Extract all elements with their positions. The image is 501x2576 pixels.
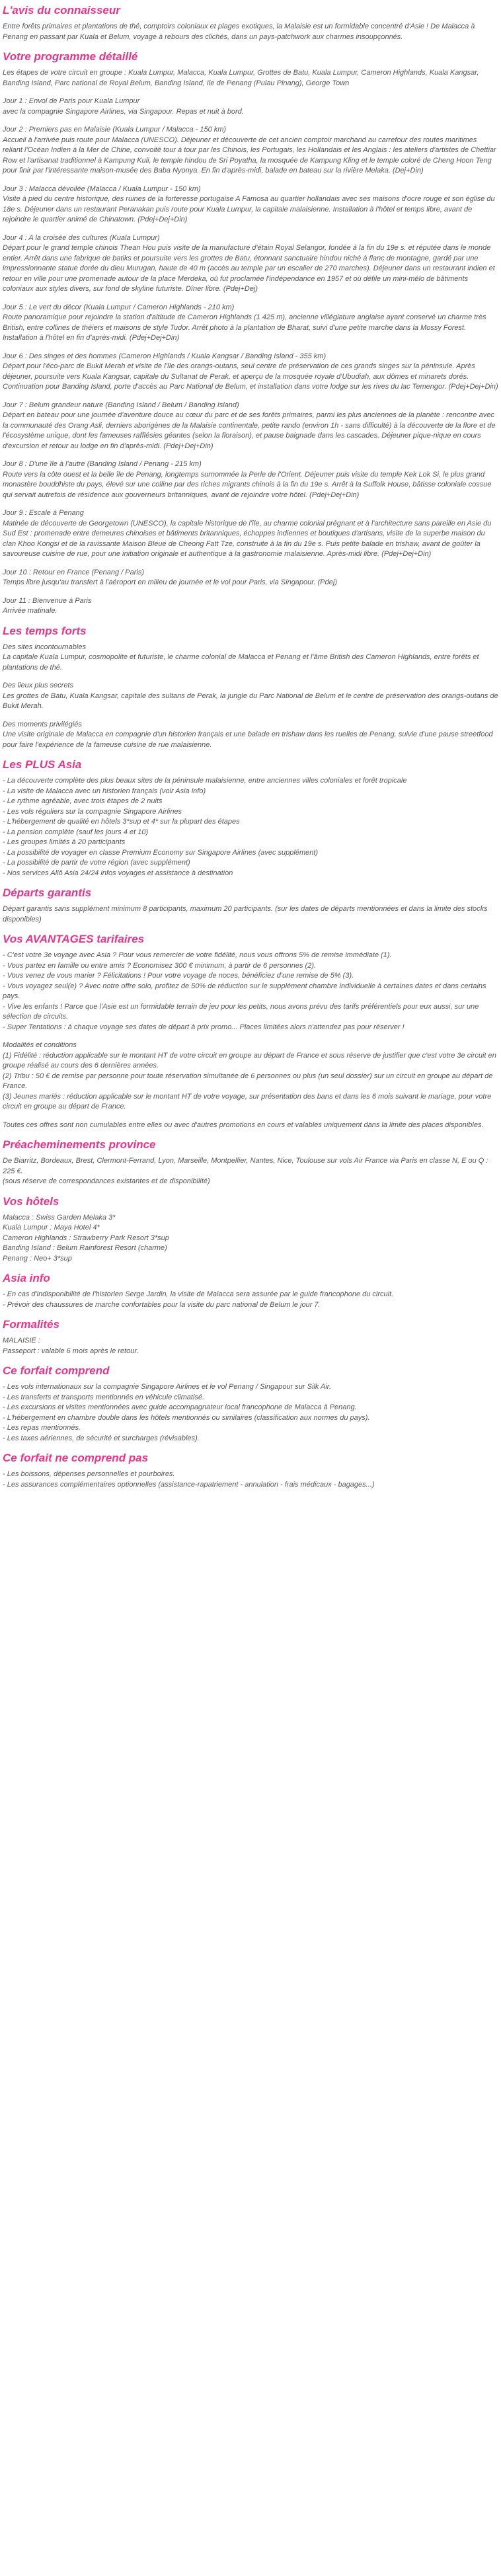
section-title-plus-asia: Les PLUS Asia [3, 758, 82, 771]
highlight-group [3, 681, 498, 712]
highlight-title: Des moments privilégiés [3, 720, 82, 728]
plus-asia-item: - Nos services Allô Asia 24/24 infos voyages et assistance à destination [3, 869, 233, 877]
section-title-ne-comprend: Ce forfait ne comprend pas [3, 1452, 149, 1464]
highlight-group [3, 643, 498, 674]
avantages-list [3, 951, 498, 1033]
plus-asia-list [3, 776, 498, 878]
day-title: Jour 9 : Escale à Penang [3, 509, 84, 517]
plus-asia-item: - La pension complète (sauf les jours 4 et 10) [3, 828, 149, 836]
day-description: Accueil à l'arrivée puis route pour Malacca (UNESCO). Déjeuner et découverte de cet ancien comptoir marchand au carrefour des routes maritimes reliant l'Océan Indien à la Mer de Chine, convoité tour à tour par les Chinois, les Portugais, les Hollandais et les Anglais : les ateliers d'artistes de Chettiar Row et l'artisanat traditionnel à Kampung Kuli, le temple hindou de Sri Poyatha, la mosquée de Kampung Kling et le temple coloré de Cheng Hoon Teng pour finir par l'intéressante maison-musée des Baba Nyonya. En fin d'après-midi, balade en bateau sur la rivière Melaka. (Dej+Din) [3, 136, 496, 175]
day-block [3, 97, 498, 117]
day-description: Temps libre jusqu'au transfert à l'aéroport en milieu de journée et le vol pour Paris, via Singapour. (Pdej) [3, 578, 337, 586]
ne-comprend-item: - Les boissons, dépenses personnelles et pourboires. [3, 1470, 175, 1478]
section-title-comprend: Ce forfait comprend [3, 1364, 110, 1377]
programme-intro: Les étapes de votre circuit en groupe : Kuala Lumpur, Malacca, Kuala Lumpur, Grottes de Batu, Kuala Lumpur, Cameron Highlands, Kuala Kangsar, Banding Island, Parc national de Royal Belum, Banding Island, Ile de Penang (Pulau Pinang), George Town [3, 69, 479, 87]
hotel-item: Malacca : Swiss Garden Melaka 3* [3, 1213, 116, 1222]
plus-asia-item: - Les groupes limités à 20 participants [3, 838, 126, 846]
plus-asia-item: - La découverte complète des plus beaux sites de la péninsule malaisienne, entre anciennes villes coloniales et forêt tropicale [3, 777, 407, 785]
hotel-item: Kuala Lumpur : Maya Hotel 4* [3, 1224, 100, 1231]
formalites-label: MALAISIE : [3, 1337, 40, 1345]
day-title: Jour 10 : Retour en France (Penang / Paris) [3, 568, 144, 576]
ne-comprend-list [3, 1469, 498, 1490]
asia-info-item: - En cas d'indisponibilité de l'historien Serge Jardin, la visite de Malacca sera assurée par le guide francophone du circuit. [3, 1290, 394, 1298]
day-block [3, 596, 498, 617]
highlight-group [3, 720, 498, 751]
highlight-title: Des lieux plus secrets [3, 682, 73, 689]
day-description: Départ pour l'éco-parc de Bukit Merah et visite de l'île des orangs-outans, seul centre de préservation de ces grands singes sur la péninsule. Après déjeuner, poursuite vers Kuala Kangsar, capitale du Sultanat de Perak, et aperçu de la mosquée royale d'Ubudiah, aux dômes et minarets dorés. Continuation pour Banding Island, porte d'accès au Parc National de Belum, et installation dans votre lodge sur les rives du lac Temengor. (Pdej+Dej+Din) [3, 362, 498, 391]
day-block [3, 568, 498, 588]
day-title: Jour 5 : Le vert du décor (Kuala Lumpur / Cameron Highlands - 210 km) [3, 303, 235, 311]
avantage-item: - Vive les enfants ! Parce que l'Asie est un formidable terrain de jeu pour les petits, nous avons prévu des tarifs préférentiels pour eux aussi, sur une sélection de circuits. [3, 1002, 479, 1021]
day-description: Arrivée matinale. [3, 607, 58, 615]
day-title: Jour 4 : A la croisée des cultures (Kuala Lumpur) [3, 233, 160, 242]
section-title-departs: Départs garantis [3, 886, 92, 899]
day-description: Visite à pied du centre historique, des ruines de la forteresse portugaise A Famosa au quartier hollandais avec ses maisons d'ocre rouge et son église du 18e s. Déjeuner dans un restaurant Peranakan puis route pour Kuala Lumpur, la capitale malaisienne. Installation à l'hôtel et temps libre, avant de rejoindre le quartier animé de Chinatown. (Pdej+Dej+Din) [3, 195, 495, 223]
hotel-item: Cameron Highlands : Strawberry Park Resort 3*sup [3, 1233, 169, 1242]
comprend-item: - Les excursions et visites mentionnées avec guide accompagnateur local francophone de Malacca à Penang. [3, 1403, 357, 1411]
day-description: Départ pour le grand temple chinois Thean Hou puis visite de la manufacture d'étain Royal Selangor, fondée à la fin du 19e s. et réputée dans le monde entier. Arrêt dans une fabrique de batiks et poursuite vers les grottes de Batu, étonnant sanctuaire hindou niché à flanc de montagne, gardé par une impressionnante statue dorée du dieu Murugan, haute de 40 m (accès au temple par un escalier de 270 marches). Déjeuner dans un restaurant indien et retour en ville pour une promenade autour de la place Merdeka, où fut proclamée l'indépendance en 1957 et où défile un mini-mélo de bâtiments coloniaux aux styles divers, sur fond de skyline futuriste. Dîner libre. (Pdej+Dej) [3, 244, 495, 293]
avantage-item: - Vous voyagez seul(e) ? Avec notre offre solo, profitez de 50% de réduction sur le supplément chambre individuelle à certaines dates et dans certains pays. [3, 982, 486, 1000]
modalite-item: (2) Tribu : 50 € de remise par personne pour toute réservation simultanée de 6 personnes ou plus (un seul dossier) sur un circuit en groupe au départ de France. [3, 1072, 493, 1090]
departs-text: Départ garantis sans supplément minimum 8 participants, maximum 20 participants. (sur les dates de départs mentionnées et dans la limite des stocks disponibles) [3, 905, 488, 923]
section-title-avantages: Vos AVANTAGES tarifaires [3, 933, 145, 945]
asia-info-list [3, 1290, 498, 1310]
day-title: Jour 6 : Des singes et des hommes (Cameron Highlands / Kuala Kangsar / Banding Island - 355 km) [3, 352, 327, 360]
plus-asia-item: - La possibilité de partir de votre région (avec supplément) [3, 859, 190, 867]
ne-comprend-item: - Les assurances complémentaires optionnelles (assistance-rapatriement - annulation - frais médicaux - bagages...) [3, 1480, 375, 1489]
asia-info-item: - Prévoir des chaussures de marche confortables pour la visite du parc national de Belum le jour 7. [3, 1300, 321, 1309]
modalites-title: Modalités et conditions [3, 1041, 77, 1049]
section-title-temps-forts: Les temps forts [3, 624, 87, 637]
plus-asia-item: - La possibilité de voyager en classe Premium Economy sur Singapore Airlines (avec supplément) [3, 848, 319, 857]
day-title: Jour 2 : Premiers pas en Malaisie (Kuala Lumpur / Malacca - 150 km) [3, 126, 227, 134]
day-description: Matinée de découverte de Georgetown (UNESCO), la capitale historique de l'île, au charme colonial prégnant et à l'architecture sans pareille en Asie du Sud Est : promenade entre demeures chinoises et bâtiments britanniques, échoppes indiennes et boutiques d'artisans, visite de la superbe maison du clan Khoo Kongsi et de la ravissante Maison Bleue de Cheong Fatt Tze, construite à la fin du 19e s. Puis petite balade en trishaw, avant de goûter la savoureuse cuisine de rue, pour une initiation originale et authentique à la gastronomie malaisienne. Après-midi libre. (Pdej+Dej+Din) [3, 519, 492, 558]
day-title: Jour 8 : D'une île à l'autre (Banding Island / Penang - 215 km) [3, 460, 202, 468]
day-description: Route panoramique pour rejoindre la station d'altitude de Cameron Highlands (1 425 m), ancienne villégiature anglaise ayant conservé un charme très British, entre collines de théiers et maisons de style Tudor. Arrêt photo à la plantation de Bharat, suivi d'une petite marche dans la Mossy Forest. Installation à l'hôtel en fin d'après-midi. (Pdej+Dej+Din) [3, 313, 486, 342]
day-title: Jour 3 : Malacca dévoilée (Malacca / Kuala Lumpur - 150 km) [3, 184, 201, 193]
plus-asia-item: - L'hébergement de qualité en hôtels 3*sup et 4* sur la plupart des étapes [3, 818, 240, 826]
avantages-note: Toutes ces offres sont non cumulables entre elles ou avec d'autres promotions en cours et valables uniquement dans la limite des places disponibles. [3, 1120, 484, 1129]
day-block [3, 125, 498, 176]
connoisseur-text: Entre forêts primaires et plantations de thé, comptoirs coloniaux et plages exotiques, la Malaisie est un formidable concentré d'Asie ! De Malacca à Penang en passant par Kuala et Belum, voyage à rebours des clichés, dans un pays-patchwork aux charmes insoupçonnés. [3, 22, 475, 41]
modalites-list [3, 1051, 498, 1112]
modalite-item: (1) Fidélité : réduction applicable sur le montant HT de votre circuit en groupe au départ de France et sous réserve de justifier que c'est votre 3e circuit en groupe réalisé au cours des 6 dernières années. [3, 1051, 496, 1070]
comprend-item: - Les taxes aériennes, de sécurité et surcharges (révisables). [3, 1434, 200, 1442]
comprend-list [3, 1382, 498, 1444]
plus-asia-item: - Les vols réguliers sur la compagnie Singapore Airlines [3, 807, 182, 816]
day-title: Jour 7 : Belum grandeur nature (Banding Island / Belum / Banding Island) [3, 401, 239, 409]
day-block [3, 233, 498, 295]
hotel-item: Banding Island : Belum Rainforest Resort (charme) [3, 1244, 167, 1252]
highlight-title: Des sites incontournables [3, 643, 86, 651]
section-title-asia-info: Asia info [3, 1272, 50, 1284]
day-block [3, 459, 498, 500]
formalites-text: Passeport : valable 6 mois après le retour. [3, 1347, 139, 1355]
section-title-preacheminements: Préacheminements province [3, 1138, 156, 1151]
section-title-hotels: Vos hôtels [3, 1194, 59, 1208]
highlights-list [3, 643, 498, 751]
modalites-block [3, 1040, 498, 1112]
avantage-item: - Vous venez de vous marier ? Félicitations ! Pour votre voyage de noces, bénéficiez d'une remise de 5% (3). [3, 972, 354, 980]
day-block [3, 184, 498, 225]
avantage-item: - C'est votre 3e voyage avec Asia ? Pour vous remercier de votre fidélité, nous vous offrons 5% de remise immédiate (1). [3, 951, 392, 959]
day-block [3, 508, 498, 560]
preacheminements-note: (sous réserve de correspondances existantes et de disponibilité) [3, 1177, 210, 1185]
avantage-item: - Vous partez en famille ou entre amis ? Economisez 300 € minimum, à partir de 6 personnes (2). [3, 961, 317, 970]
hotel-item: Penang : Neo+ 3*sup [3, 1254, 72, 1263]
plus-asia-item: - Le rythme agréable, avec trois étapes de 2 nuits [3, 797, 163, 805]
highlight-text: Une visite originale de Malacca en compagnie d'un historien français et une balade en trishaw dans les ruelles de Penang, suivie d'une pause streetfood pour faire l'expérience de la fameuse cuisine de rue malaisienne. [3, 730, 493, 749]
day-list [3, 97, 498, 617]
highlight-text: Les grottes de Batu, Kuala Kangsar, capitale des sultans de Perak, la jungle du Parc National de Belum et le centre de préservation des orangs-outans de Bukit Merah. [3, 691, 498, 710]
modalite-item: (3) Jeunes mariés : réduction applicable sur le montant HT de votre voyage, sur présentation des bans et dans les 6 mois suivant le mariage, pour votre circuit en groupe au départ de France. [3, 1092, 492, 1111]
day-block [3, 303, 498, 344]
hotels-list [3, 1213, 498, 1265]
day-title: Jour 1 : Envol de Paris pour Kuala Lumpur [3, 97, 140, 105]
section-title-programme: Votre programme détaillé [3, 50, 138, 63]
comprend-item: - Les repas mentionnés. [3, 1424, 81, 1432]
day-description: Départ en bateau pour une journée d'aventure douce au cœur du parc et de ses forêts primaires, parmi les plus anciennes de la planète : rencontre avec la communauté des Orang Asli, derniers aborigènes de la Malaisie continentale, petite rando (environ 1h - sans difficulté) à la découverte de la flore et de l'écosystème unique, dont les fameuses rafflésies géantes (selon la floraison), et pause baignade dans les cascades. Déjeuner pique-nique en cours d'excursion et retour au lodge en fin d'après-midi. (Pdej+Dej+Din) [3, 411, 496, 450]
preacheminements-text: De Biarritz, Bordeaux, Brest, Clermont-Ferrand, Lyon, Marseille, Montpellier, Nantes, Nice, Toulouse sur vols Air France via Paris en classe N, E ou Q : 225 €. [3, 1157, 488, 1175]
comprend-item: - L'hébergement en chambre double dans les hôtels mentionnés ou similaires (classification aux normes du pays). [3, 1413, 370, 1422]
day-description: avec la compagnie Singapore Airlines, via Singapour. Repas et nuit à bord. [3, 107, 244, 116]
section-title-connoisseur: L'avis du connaisseur [3, 4, 120, 17]
highlight-text: La capitale Kuala Lumpur, cosmopolite et futuriste, le charme colonial de Malacca et Penang et l'âme British des Cameron Highlands, entre forêts et plantations de thé. [3, 653, 479, 672]
day-block [3, 401, 498, 452]
day-description: Route vers la côte ouest et la belle île de Penang, longtemps surnommée la Perle de l'Orient. Déjeuner puis visite du temple Kek Lok Si, le plus grand monastère bouddhiste du pays, élevé sur une colline par des riches migrants chinois à la fin du 19e s. Arrêt à la Suffolk House, bâtisse coloniale cossue qui servait autrefois de résidence aux gouverneurs britanniques, avant de rejoindre votre hôtel. (Pdej+Dej+Din) [3, 470, 492, 499]
section-title-formalites: Formalités [3, 1318, 59, 1331]
day-block [3, 352, 498, 393]
comprend-item: - Les transferts et transports mentionnés en véhicule climatisé. [3, 1393, 205, 1401]
comprend-item: - Les vols internationaux sur la compagnie Singapore Airlines et le vol Penang / Singapour sur Silk Air. [3, 1383, 332, 1391]
avantage-item: - Super Tentations : à chaque voyage ses dates de départ à prix promo... Places limitées alors n'attendez pas pour réserver ! [3, 1023, 405, 1031]
plus-asia-item: - La visite de Malacca avec un historien français (voir Asia info) [3, 787, 206, 795]
day-title: Jour 11 : Bienvenue à Paris [3, 596, 92, 605]
